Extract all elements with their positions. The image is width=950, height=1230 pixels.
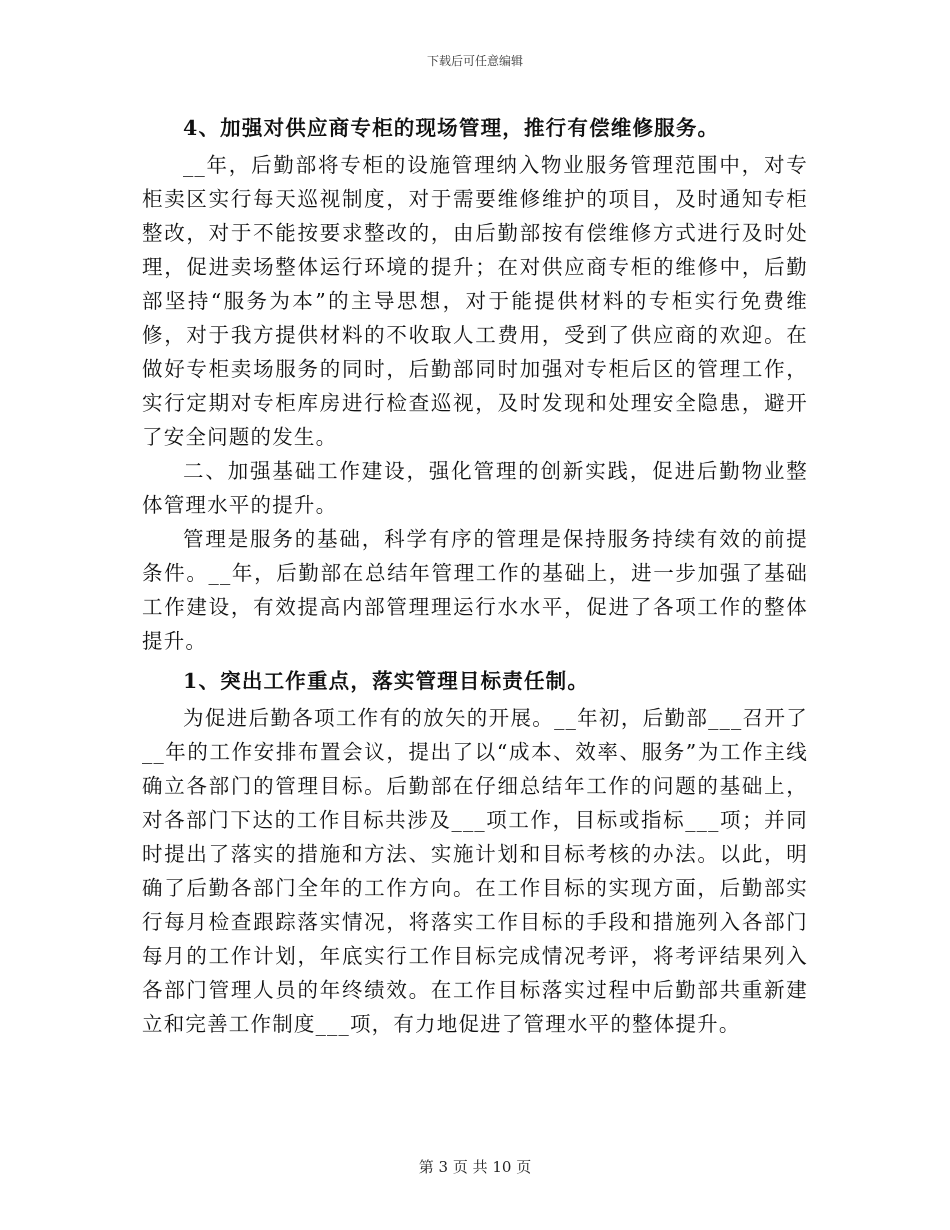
paragraph-management-foundation: 管理是服务的基础，科学有序的管理是保持服务持续有效的前提条件。__年，后勤部在总结年管理工作的基础上，进一步加强了基础工作建设，有效提高内部管理理运行水水平，促进了各项工作的整体提升。 (142, 527, 808, 653)
document-body (142, 111, 808, 1041)
page-header: 下载后可任意编辑 (426, 54, 523, 68)
paragraph-target-responsibility: 为促进后勤各项工作有的放矢的开展。__年初，后勤部___召开了__年的工作安排布置会议，提出了以“成本、效率、服务”为工作主线确立各部门的管理目标。后勤部在仔细总结年工作的问题的基础上，对各部门下达的工作目标共涉及___项工作，目标或指标___项；并同时提出了落实的措施和方法、实施计划和目标考核的办法。以此，明确了后勤各部门全年的工作方向。在工作目标的实现方面，后勤部实行每月检查跟踪落实情况，将落实工作目标的手段和措施列入各部门每月的工作计划，年底实行工作目标完成情况考评，将考评结果列入各部门管理人员的年终绩效。在工作目标落实过程中后勤部共重新建立和完善工作制度___项，有力地促进了管理水平的整体提升。 (142, 706, 808, 1036)
paragraph-counter-management: __年，后勤部将专柜的设施管理纳入物业服务管理范围中，对专柜卖区实行每天巡视制度，对于需要维修维护的项目，及时通知专柜整改，对于不能按要求整改的，由后勤部按有偿维修方式进行及时处理，促进卖场整体运行环境的提升；在对供应商专柜的维修中，后勤部坚持“服务为本”的主导思想，对于能提供材料的专柜实行免费维修，对于我方提供材料的不收取人工费用，受到了供应商的欢迎。在做好专柜卖场服务的同时，后勤部同时加强对专柜后区的管理工作，实行定期对专柜库房进行检查巡视，及时发现和处理安全隐患，避开了安全问题的发生。 (142, 153, 808, 449)
page-number: 第 3 页 共 10 页 (418, 1158, 532, 1176)
section-heading-work-focus: 1、突出工作重点，落实管理目标责任制。 (183, 669, 590, 693)
section-heading-supplier-counter: 4、加强对供应商专柜的现场管理，推行有偿维修服务。 (183, 116, 720, 140)
section-heading-basic-work: 二、加强基础工作建设，强化管理的创新实践，促进后勤物业整体管理水平的提升。 (142, 459, 808, 517)
